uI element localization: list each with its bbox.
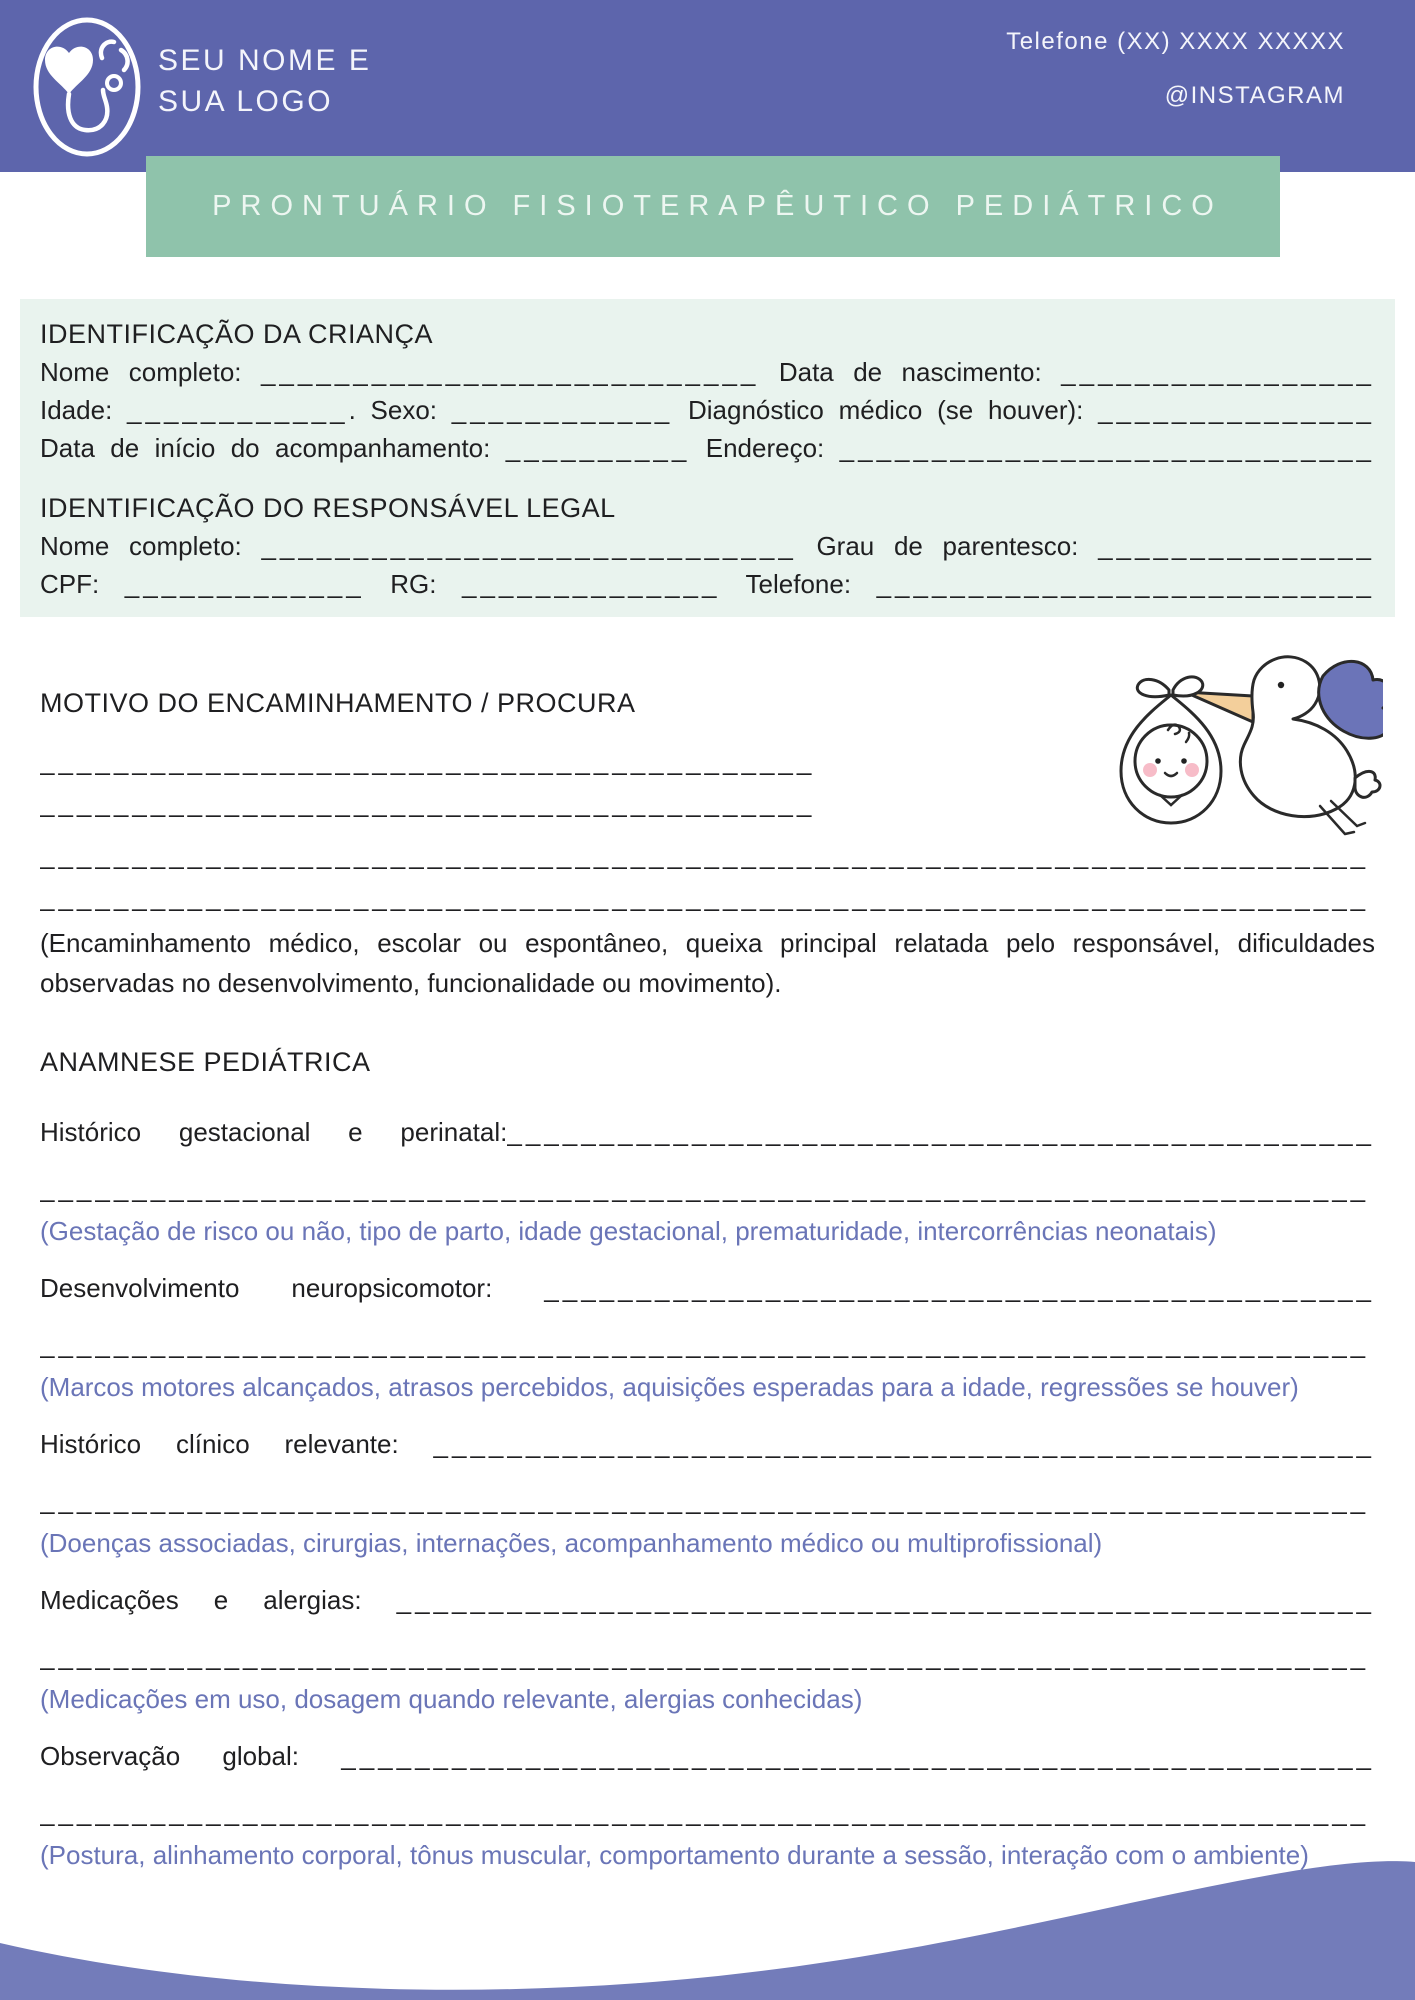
header-contact [1006, 28, 1345, 110]
page-title: PRONTUÁRIO FISIOTERAPÊUTICO PEDIÁTRICO [212, 190, 1223, 222]
field-label: Idade: [40, 395, 128, 425]
blank-underscores: ____________ [127, 395, 349, 425]
anamnese-heading: ANAMNESE PEDIÁTRICA [40, 1047, 371, 1077]
field-label: Nome completo: [40, 531, 262, 561]
header-phone: Telefone (XX) XXXX XXXXX [1006, 28, 1345, 55]
form-line [40, 391, 1375, 429]
brand-line-2: SUA LOGO [158, 85, 334, 118]
header-instagram: @INSTAGRAM [1164, 82, 1345, 109]
field-hint: (Doenças associadas, cirurgias, internações, acompanhamento médico ou multiprofissional) [40, 1528, 1103, 1558]
blank-line: __________________________________________ [40, 788, 816, 818]
guardian-identification-heading: IDENTIFICAÇÃO DO RESPONSÁVEL LEGAL [40, 493, 616, 523]
field-hint: (Postura, alinhamento corporal, tônus muscular, comportamento durante a sessão, interação com o ambiente) [40, 1840, 1309, 1870]
identification-box [20, 299, 1395, 617]
field-label: Grau de parentesco: [796, 531, 1099, 561]
blank-line: ________________________________________________________________________ [40, 1329, 1370, 1359]
form-line [40, 1584, 1375, 1616]
form-line [40, 527, 1375, 565]
child-identification-heading: IDENTIFICAÇÃO DA CRIANÇA [40, 319, 434, 349]
blank-underscores: ___________________________ [876, 569, 1375, 599]
field-label: Diagnóstico médico (se houver): [673, 395, 1099, 425]
field-hint: (Medicações em uso, dosagem quando relevante, alergias conhecidas) [40, 1684, 863, 1714]
blank-underscores: ________________________________________________________ [341, 1741, 1375, 1771]
form-line [40, 1116, 1375, 1148]
blank-underscores: _________________ [1061, 357, 1375, 387]
field-label: Nome completo: [40, 357, 261, 387]
motivo-note: (Encaminhamento médico, escolar ou espontâneo, queixa principal relatada pelo responsável, dificuldades observadas no desenvolvimento, funcionalidade ou movimento). [40, 928, 1375, 998]
blank-underscores: _____________________________ [839, 433, 1375, 463]
field-label: Endereço: [690, 433, 840, 463]
blank-line: ________________________________________________________________________ [40, 1173, 1370, 1203]
anamnese-field [40, 1584, 1375, 1724]
title-banner [146, 156, 1280, 257]
blank-line: ________________________________________________________________________ [40, 1641, 1370, 1671]
field-label: Histórico gestacional e perinatal: [40, 1117, 508, 1147]
child-identification-lines [40, 353, 1375, 467]
form-line [40, 353, 1375, 391]
field-label: CPF: [40, 569, 125, 599]
form-line [40, 565, 1375, 603]
heart-stethoscope-logo-icon [22, 8, 152, 166]
blank-underscores: _____________________________________________________ [396, 1585, 1375, 1615]
field-hint: (Marcos motores alcançados, atrasos percebidos, aquisições esperadas para a idade, regressões se houver) [40, 1372, 1299, 1402]
field-label: Medicações e alergias: [40, 1585, 397, 1615]
brand-name [158, 40, 371, 122]
form-line [40, 1740, 1375, 1772]
blank-underscores: ___________________________________________________ [433, 1429, 1375, 1459]
blank-underscores: _______________________________________________ [507, 1117, 1375, 1147]
blank-underscores: _______________ [1098, 395, 1375, 425]
field-label: Histórico clínico relevante: [40, 1429, 434, 1459]
motivo-heading: MOTIVO DO ENCAMINHAMENTO / PROCURA [40, 688, 636, 718]
form-line [40, 1272, 1375, 1304]
blank-line: ________________________________________________________________________ [40, 1797, 1370, 1827]
field-label: Observação global: [40, 1741, 342, 1771]
anamnese-field [40, 1116, 1375, 1256]
blank-line: ________________________________________________________________________ [40, 882, 1370, 912]
field-label: . Sexo: [348, 395, 452, 425]
blank-underscores: _______________ [1098, 531, 1375, 561]
blank-underscores: _____________ [124, 569, 365, 599]
field-label: Desenvolvimento neuropsicomotor: [40, 1273, 545, 1303]
field-label: Data de nascimento: [759, 357, 1062, 387]
form-line [40, 1428, 1375, 1460]
header [0, 0, 1415, 172]
blank-underscores: ____________ [451, 395, 674, 425]
anamnese-field [40, 1428, 1375, 1568]
anamnese-field [40, 1272, 1375, 1412]
blank-line: ________________________________________________________________________ [40, 840, 1370, 870]
field-label: RG: [364, 569, 463, 599]
field-label: Telefone: [720, 569, 877, 599]
blank-underscores: _____________________________________________ [544, 1273, 1375, 1303]
blank-line: __________________________________________ [40, 746, 816, 776]
blank-underscores: ___________________________ [260, 357, 760, 387]
blank-underscores: _____________________________ [261, 531, 797, 561]
form-line [40, 429, 1375, 467]
blank-underscores: ______________ [462, 569, 721, 599]
brand-line-1: SEU NOME E [158, 44, 372, 77]
blank-line: ________________________________________________________________________ [40, 1485, 1370, 1515]
main-content [40, 660, 1375, 1880]
anamnese-fields [40, 1116, 1375, 1880]
blank-underscores: __________ [505, 433, 691, 463]
anamnese-field [40, 1740, 1375, 1880]
field-hint: (Gestação de risco ou não, tipo de parto, idade gestacional, prematuridade, intercorrências neonatais) [40, 1216, 1217, 1246]
guardian-identification-lines [40, 527, 1375, 603]
field-label: Data de início do acompanhamento: [40, 433, 506, 463]
